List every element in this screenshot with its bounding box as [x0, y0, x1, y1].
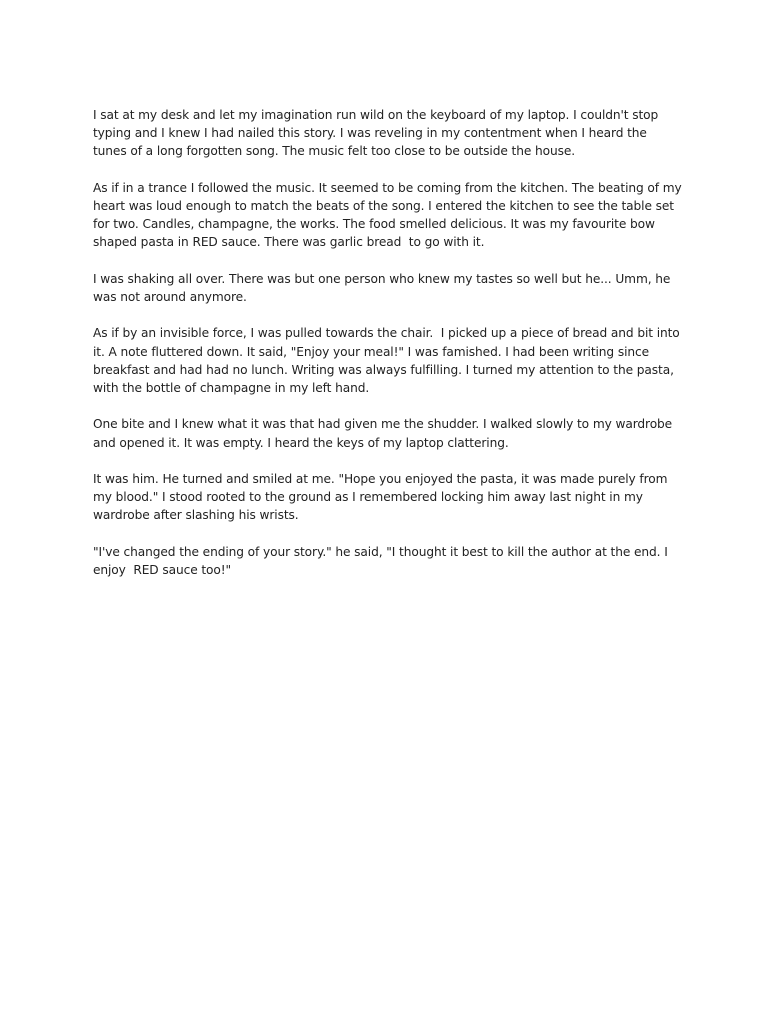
paragraph-6: It was him. He turned and smiled at me. "Hope you enjoyed the pasta, it was made purely from my blood." I stood rooted to the ground as I remembered locking him away last night in my wardrobe after slashing his wrists. [93, 471, 672, 523]
paragraph-7: "I've changed the ending of your story." he said, "I thought it best to kill the author at the end. I enjoy RED sauce too!" [93, 544, 672, 577]
paragraph-2: As if in a trance I followed the music. It seemed to be coming from the kitchen. The beating of my heart was loud enough to match the beats of the song. I entered the kitchen to see the table set for two. Candles, champagne, the works. The food smelled delicious. It was my favourite bow shaped pasta in RED sauce. There was garlic bread to go with it. [93, 180, 686, 250]
document-body [93, 106, 686, 597]
paragraph-4: As if by an invisible force, I was pulled towards the chair. I picked up a piece of bread and bit into it. A note fluttered down. It said, "Enjoy your meal!" I was famished. I had been writing since breakfast and had had no lunch. Writing was always fulfilling. I turned my attention to the pasta, with the bottle of champagne in my left hand. [93, 326, 684, 395]
paragraph-3: I was shaking all over. There was but one person who knew my tastes so well but he... Umm, he was not around anymore. [93, 271, 675, 304]
paragraph-1: I sat at my desk and let my imagination run wild on the keyboard of my laptop. I couldn't stop typing and I knew I had nailed this story. I was reveling in my contentment when I heard the tunes of a long forgotten song. The music felt too close to be outside the house. [93, 108, 662, 159]
paragraph-5: One bite and I knew what it was that had given me the shudder. I walked slowly to my wardrobe and opened it. It was empty. I heard the keys of my laptop clattering. [93, 417, 676, 450]
